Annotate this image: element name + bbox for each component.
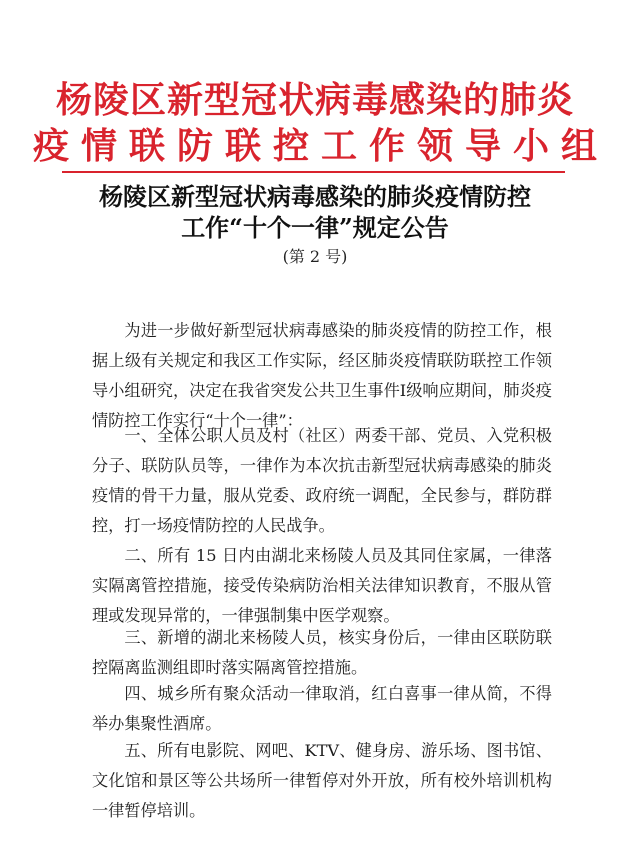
- rule-item-5: 五、所有电影院、网吧、KTV、健身房、游乐场、图书馆、文化馆和景区等公共场所一律暂停对外开放，所有校外培训机构一律暂停培训。: [92, 741, 552, 820]
- rule-item-3: 三、新增的湖北来杨陵人员，核实身份后，一律由区联防联控隔离监测组即时落实隔离管控措施。: [92, 628, 552, 677]
- issuing-organization-line-1: 杨陵区新型冠状病毒感染的肺炎: [55, 79, 574, 121]
- rule-item-2: 二、所有 15 日内由湖北来杨陵人员及其同住家属，一律落实隔离管控措施，接受传染病防治相关法律知识教育，不服从管理或发现异常的，一律强制集中医学观察。: [92, 546, 552, 625]
- document-title-line-1: 杨陵区新型冠状病毒感染的肺炎疫情防控: [99, 182, 531, 211]
- rule-item-1: 一、全体公职人员及村（社区）两委干部、党员、入党积极分子、联防队员等，一律作为本次抗击新型冠状病毒感染的肺炎疫情的骨干力量，服从党委、政府统一调配，全民参与，群防群控，打一场疫情防控的人民战争。: [92, 426, 552, 535]
- header-divider-rule: [62, 171, 565, 173]
- document-number: (第 2 号): [282, 247, 348, 266]
- rule-item-4: 四、城乡所有聚众活动一律取消，红白喜事一律从简，不得举办集聚性酒席。: [92, 684, 552, 733]
- issuing-organization-line-2: 疫情联防联控工作领导小组: [32, 125, 609, 167]
- intro-paragraph: 为进一步做好新型冠状病毒感染的肺炎疫情的防控工作，根据上级有关规定和我区工作实际，经区肺炎疫情联防联控工作领导小组研究，决定在我省突发公共卫生事件Ⅰ级响应期间，肺炎疫情防控工作实行“十个一律”：: [92, 321, 552, 430]
- document-title-line-2: 工作“十个一律”规定公告: [181, 213, 449, 242]
